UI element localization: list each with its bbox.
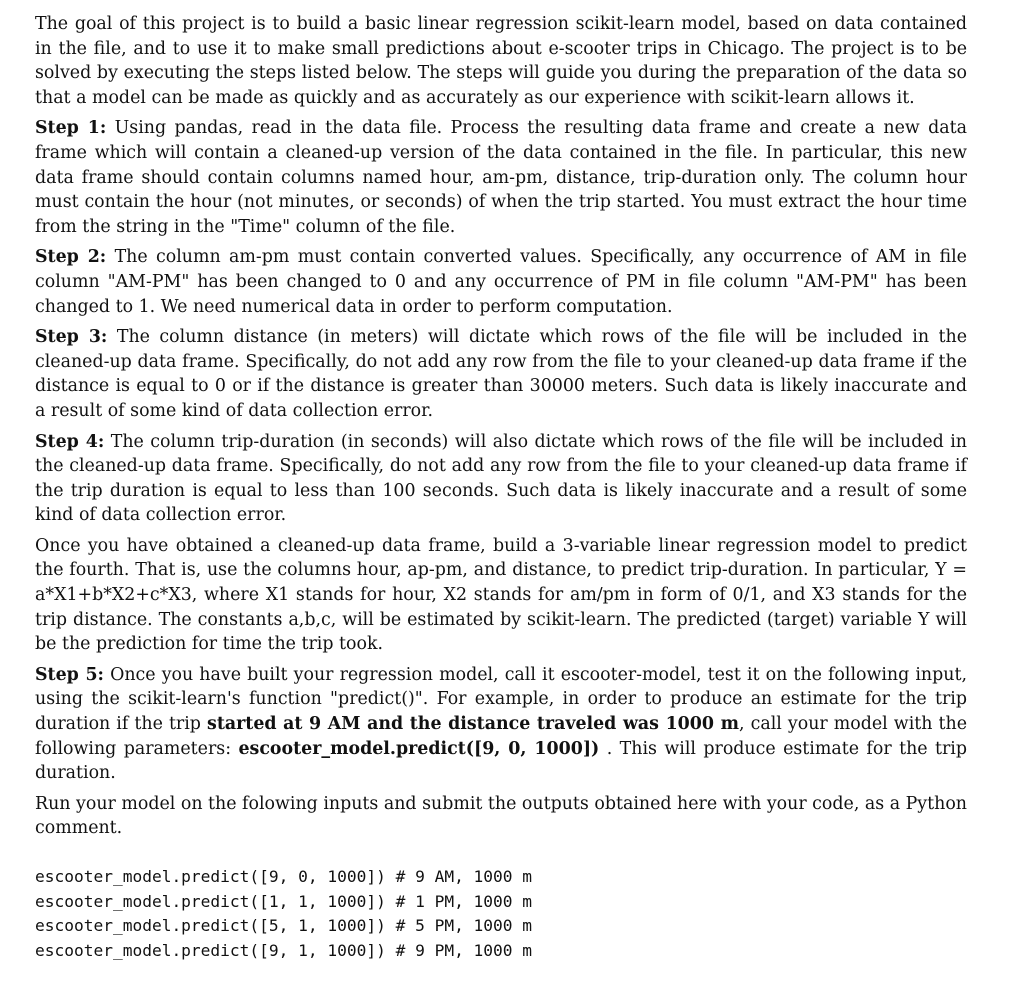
step-1-text: Using pandas, read in the data file. Process the resulting data frame and create a new data frame which will contain a cleaned-up version of the data contained in the file. In particular, this new data frame should contain columns named hour, am-pm, distance, trip-duration only. The column hour must contain the hour (not minutes, or seconds) of when the trip started. You must extract the hour time from the string in the "Time" column of the file.	[35, 118, 967, 237]
step-2-text: The column am-pm must contain converted values. Specifically, any occurrence of AM in file column "AM-PM" has been changed to 0 and any occurrence of PM in file column "AM-PM" has been changed to 1. We need numerical data in order to perform computation.	[35, 247, 967, 317]
code-line-3: escooter_model.predict([5, 1, 1000]) # 5 PM, 1000 m	[35, 916, 533, 936]
intro-paragraph: The goal of this project is to build a basic linear regression scikit-learn model, based on data contained in the file, and to use it to make small predictions about e-scooter trips in Chicago. The project is to be solved by executing the steps listed below. The steps will guide you during the preparation of the data so that a model can be made as quickly and as accurately as our experience with scikit-learn allows it.	[35, 14, 967, 108]
step-5-text-b: , call your model with the following parameters:	[35, 714, 967, 759]
step-4-label: Step 4:	[35, 431, 105, 452]
step-3-label: Step 3:	[35, 327, 108, 348]
step-3-text: The column distance (in meters) will dictate which rows of the file will be included in the cleaned-up data frame. Specifically, do not add any row from the file to your cleaned-up data frame if the distance is equal to 0 or if the distance is greater than 30000 meters. Such data is likely inaccurate and a result of some kind of data collection error.	[35, 327, 967, 421]
step-1-label: Step 1:	[35, 118, 107, 139]
document-body	[35, 12, 967, 963]
code-block	[35, 865, 967, 963]
step-5-example-emphasis: started at 9 AM and the distance traveled was 1000 m	[207, 714, 739, 735]
step-5-label: Step 5:	[35, 664, 104, 685]
step-1-paragraph	[35, 116, 967, 239]
step-4-text: The column trip-duration (in seconds) will also dictate which rows of the file will be included in the cleaned-up data frame. Specifically, do not add any row from the file to your cleaned-up data frame if the trip duration is equal to less than 100 seconds. Such data is likely inaccurate and a result of some kind of data collection error.	[35, 431, 967, 526]
run-paragraph: Run your model on the folowing inputs and submit the outputs obtained here with your code, as a Python comment.	[35, 793, 967, 839]
code-line-1: escooter_model.predict([9, 0, 1000]) # 9 AM, 1000 m	[35, 867, 533, 886]
code-line-2: escooter_model.predict([1, 1, 1000]) # 1 PM, 1000 m	[35, 891, 533, 911]
step-4-paragraph	[35, 430, 967, 528]
step-5-paragraph	[35, 663, 967, 786]
code-line-4: escooter_model.predict([9, 1, 1000]) # 9 PM, 1000 m	[35, 940, 533, 960]
step-2-paragraph	[35, 245, 967, 319]
step-5-text-c: . This will produce estimate for the trip duration.	[35, 738, 967, 784]
model-paragraph: Once you have obtained a cleaned-up data frame, build a 3-variable linear regression model to predict the fourth. That is, use the columns hour, ap-pm, and distance, to predict trip-duration. In particular, Y = a*X1+b*X2+c*X3, where X1 stands for hour, X2 stands for am/pm in form of 0/1, and X3 stands for the trip distance. The constants a,b,c, will be estimated by scikit-learn. The predicted (target) variable Y will be the prediction for time the trip took.	[35, 535, 967, 655]
step-5-text-a: Once you have built your regression model, call it escooter-model, test it on the following input, using the scikit-learn's function "predict()". For example, in order to produce an estimate for the trip duration if the trip	[35, 664, 967, 735]
step-2-label: Step 2:	[35, 247, 107, 268]
step-5-example-call: escooter_model.predict([9, 0, 1000])	[238, 738, 600, 759]
step-3-paragraph	[35, 325, 967, 423]
